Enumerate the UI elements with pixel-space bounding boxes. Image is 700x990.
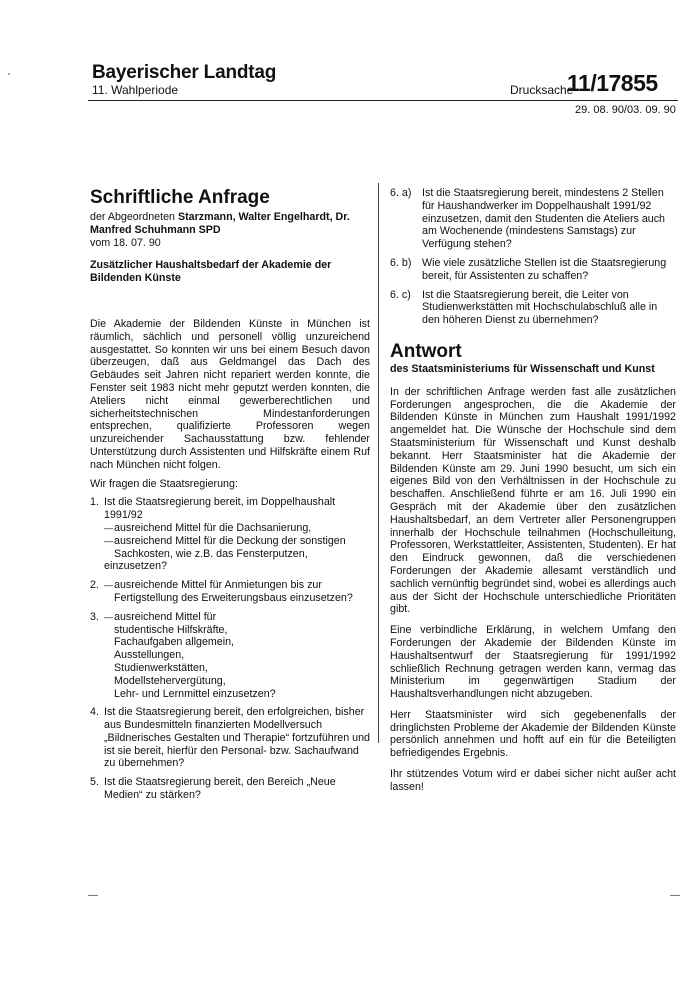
- question-text: Wie viele zusätzliche Stellen ist die Staatsregierung bereit, für Assistenten zu schaffen?: [422, 256, 667, 282]
- dash-list: [104, 611, 370, 624]
- question-item-3: [90, 611, 370, 701]
- funding-line: Lehr- und Lernmittel einzusetzen?: [114, 687, 276, 700]
- question-item-6b: [390, 257, 676, 283]
- question-authors: [90, 211, 370, 237]
- dash-item: — ausreichend Mittel für die Deckung der sonstigen Sachkosten, wie z.B. das Fensterputzen,: [104, 535, 370, 561]
- question-number: 4.: [90, 706, 99, 719]
- funding-line: Ausstellungen,: [114, 649, 185, 662]
- question-text: Ist die Staatsregierung bereit, im Doppelhaushalt 1991/92: [104, 496, 336, 522]
- authors-names: Starzmann, Walter Engelhardt, Dr. Manfred Schuhmann SPD: [90, 211, 350, 236]
- legislative-period: 11. Wahlperiode: [92, 83, 179, 97]
- question-tail: einzusetzen?: [104, 560, 167, 573]
- question-column: [90, 187, 370, 808]
- question-text: Ist die Staatsregierung bereit, den Bereich „Neue Medien“ zu stärken?: [104, 776, 336, 802]
- question-number: 2.: [90, 579, 99, 592]
- dash-item: — ausreichend Mittel für die Dachsanierung,: [104, 522, 370, 535]
- question-intro: Die Akademie der Bildenden Künste in München ist räumlich, sächlich und personell völlig unzureichend ausgestattet. So konnten wir uns bei einem Besuch davon überzeugen, daß aus Geldmangel das Dach des Gebäudes seit Jahren nicht repariert werden konnte, die Fenster seit 1983 nicht mehr geputzt werden konnten, die Ateliers nicht einmal gewerberechtlichen und sicherheitstechnischen Mindestanforderungen entsprechen, qualifizierte Professoren wegen unzureichender Sachausstattung bzw. fehlender Unterstützung durch Assistenten und Hilfskräfte einem Ruf nach München nicht folgen.: [90, 317, 370, 471]
- question-number: 6. a): [390, 187, 412, 199]
- question-item-1: [90, 496, 370, 573]
- authors-prefix: der Abgeordneten: [90, 211, 175, 223]
- question-list: [90, 496, 370, 802]
- document-label: Drucksache: [510, 83, 574, 97]
- question-number: 3.: [90, 610, 99, 623]
- question-item-6c: [390, 289, 676, 327]
- funding-line: studentische Hilfskräfte,: [114, 623, 228, 636]
- question-text: Ist die Staatsregierung bereit, die Leiter von Studienwerkstätten mit Hochschulabschluß alle in den höheren Dienst zu übernehmen?: [422, 288, 658, 327]
- document-dates: 29. 08. 90/03. 09. 90: [575, 104, 676, 116]
- answer-subtitle: des Staatsministeriums für Wissenschaft und Kunst: [390, 362, 655, 375]
- question-item-2: [90, 579, 370, 605]
- question-number: 6. c): [390, 288, 411, 301]
- answer-paragraph: Herr Staatsminister wird sich gegebenenfalls der dringlichsten Probleme der Akademie der Bildenden Künste persönlich annehmen und hofft auf ein für die Beteiligten befriedigendes Ergebnis.: [390, 708, 676, 760]
- dash-item: — ausreichende Mittel für Anmietungen bis zur Fertigstellung des Erweiterungsbaus einzusetzen?: [104, 579, 370, 605]
- funding-line: Fachaufgaben allgemein,: [114, 636, 235, 649]
- question-text: Ist die Staatsregierung bereit, den erfolgreichen, bisher aus Bundesmitteln finanzierten Modellversuch „Bildnerisches Gestalten und Therapie“ fortzuführen und ist sie bereit, hierfür den Personal- bzw. Sachaufwand zu übernehmen?: [104, 706, 370, 770]
- question-number: 1.: [90, 496, 99, 509]
- scan-mark: —: [88, 890, 98, 901]
- answer-column: [390, 187, 676, 794]
- question-number: 5.: [90, 776, 99, 789]
- funding-line: Modellstehervergütung,: [114, 674, 226, 687]
- question-item-4: [90, 706, 370, 770]
- answer-paragraph: In der schriftlichen Anfrage werden fast alle zusätzlichen Forderungen angesprochen, die die Akademie der Bildenden Künste in München zum Haushalt 1991/1992 angemeldet hat. Die Wünsche der Hochschule sind dem Staatsministerium für Wissenschaft und Kunst deshalb bekannt. Herr Staatsminister hat die Akademie der Bildenden Künste am 29. Juni 1990 besucht, um sich ein eigenes Bild von den Verhältnissen in der Hochschule zu beschaffen. Anschließend führte er am 16. Juli 1990 ein Gespräch mit der Akademie über den zusätzlichen Haushaltsbedarf, an dem Vertreter aller Personengruppen innerhalb der Hochschule teilnahmen (Hochschulleitung, Professoren, Werkstattleiter, Assistenten, Studenten). Er hat den Eindruck gewonnen, daß die verschiedenen Forderungen der Akademie allesamt verständlich und sachlich vernünftig begründet sind, wobei es allerdings auch aus der Sicht der Hochschule unterschiedliche Prioritäten gibt.: [390, 385, 676, 616]
- scan-mark: ': [8, 72, 10, 83]
- question-lead: Wir fragen die Staatsregierung:: [90, 477, 238, 490]
- question-item-6a: [390, 187, 676, 251]
- answer-title: Antwort: [390, 340, 462, 362]
- dash-item: — ausreichend Mittel für: [104, 611, 370, 624]
- dash-list: [104, 579, 370, 605]
- question-number: 6. b): [390, 256, 412, 269]
- scan-mark: —: [670, 890, 680, 901]
- answer-paragraph: Eine verbindliche Erklärung, in welchem Umfang den Forderungen der Akademie der Bildenden Künste im Haushaltsentwurf der Staatsregierung für 1991/1992 schließlich Rechnung getragen werden kann, vermag das Ministerium im gegenwärtigen Stadium der Haushaltsverhandlungen nicht abzugeben.: [390, 624, 676, 701]
- question-subject: Zusätzlicher Haushaltsbedarf der Akademie der Bildenden Künste: [90, 259, 332, 285]
- funding-lines: [104, 624, 370, 701]
- question-date: vom 18. 07. 90: [90, 236, 161, 249]
- column-divider: [378, 183, 379, 743]
- question-text: Ist die Staatsregierung bereit, mindestens 2 Stellen für Haushandwerker im Doppelhaushalt 1991/92 einzusetzen, damit den Studenten die Ateliers auch am Wochenende (mindestens Samstags) zur Verfügung stehen?: [422, 187, 666, 251]
- answer-paragraph: Ihr stützendes Votum wird er dabei sicher nicht außer acht lassen!: [390, 768, 676, 793]
- dash-list: [104, 522, 370, 560]
- question-title: Schriftliche Anfrage: [90, 187, 270, 208]
- institution-name: Bayerischer Landtag: [92, 62, 277, 83]
- header-rule: [88, 100, 678, 101]
- funding-line: Studienwerkstätten,: [114, 661, 208, 674]
- question-item-5: [90, 776, 370, 802]
- document-number: 11/17855: [567, 70, 658, 96]
